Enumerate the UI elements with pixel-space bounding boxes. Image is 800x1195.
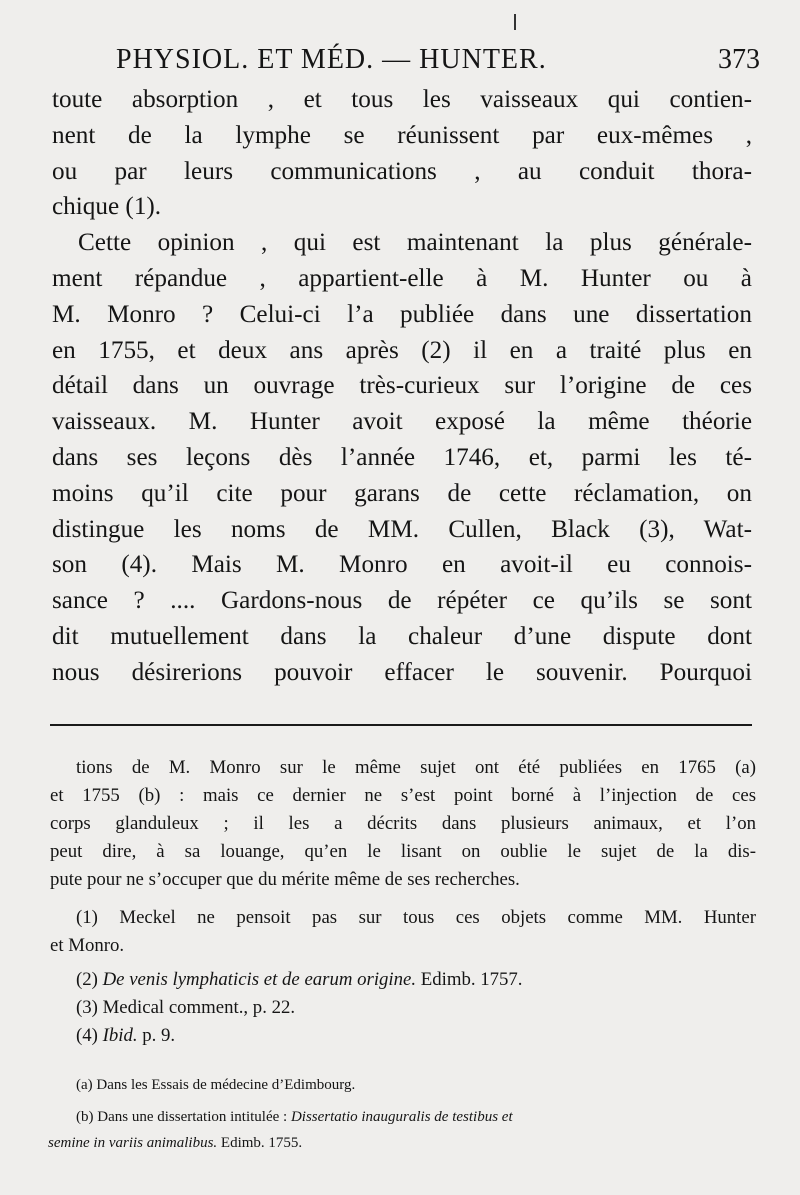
footnote-4-number: (4) — [76, 1025, 103, 1046]
sub-reference-a: (a) Dans les Essais de médecine d’Edimbourg. — [76, 1077, 356, 1093]
footnote-line: et 1755 (b) : mais ce dernier ne s’est point borné à l’injection de ces — [50, 785, 756, 806]
page-number: 373 — [718, 44, 760, 75]
footnote-4-line — [76, 1022, 756, 1050]
body-line: en 1755, et deux ans après (2) il en a traité plus en — [52, 336, 752, 364]
sub-references — [48, 1072, 756, 1156]
body-text — [52, 82, 752, 691]
body-line: sance ? .... Gardons-nous de répéter ce qu’ils se sont — [52, 587, 752, 615]
sub-reference-b-title-cont: semine in variis animalibus. — [48, 1135, 218, 1151]
footnote-continuation — [50, 754, 756, 894]
sub-reference-b-prefix: (b) Dans une dissertation intitulée : — [76, 1109, 291, 1125]
body-line: moins qu’il cite pour garans de cette réclamation, on — [52, 479, 752, 507]
footnote-2-line — [76, 966, 756, 994]
body-line: toute absorption , et tous les vaisseaux qui contien- — [52, 86, 752, 113]
body-line: ou par leurs communications , au conduit thora- — [52, 157, 752, 185]
running-head-title: PHYSIOL. ET MÉD. — HUNTER. — [116, 44, 547, 75]
sub-reference-b-title: Dissertatio inauguralis de testibus et — [290, 1109, 513, 1125]
footnote-1-line: (1) Meckel ne pensoit pas sur tous ces objets comme MM. Hunter — [76, 907, 756, 928]
footnote-3-line: (3) Medical comment., p. 22. — [76, 997, 296, 1018]
body-line: dans ses leçons dès l’année 1746, et, parmi les té- — [52, 443, 752, 471]
footnote-4-ibid: Ibid. — [102, 1025, 138, 1046]
footnote-line: pute pour ne s’occuper que du mérite même de ses recherches. — [50, 869, 520, 890]
sub-reference-b — [76, 1104, 756, 1130]
footnote-2-place: Edimb. 1757. — [416, 969, 523, 990]
body-line: nous désirerions pouvoir effacer le souvenir. Pourquoi — [52, 658, 752, 686]
body-line: ment répandue , appartient-elle à M. Hunter ou à — [52, 264, 752, 292]
body-line: M. Monro ? Celui-ci l’a publiée dans une dissertation — [52, 300, 752, 328]
body-line: chique (1). — [52, 193, 162, 221]
footnote-2-number: (2) — [76, 969, 103, 990]
sub-reference-b-place: Edimb. 1755. — [217, 1135, 303, 1151]
footnotes — [50, 904, 756, 1050]
body-line: dit mutuellement dans la chaleur d’une dispute dont — [52, 622, 752, 650]
running-head — [0, 44, 800, 80]
body-line: nent de la lymphe se réunissent par eux-mêmes , — [52, 121, 752, 149]
footnote-1 — [50, 904, 756, 960]
footnote-line: corps glanduleux ; il les a décrits dans plusieurs animaux, et l’on — [50, 813, 756, 834]
footnote-4 — [76, 1022, 756, 1050]
footnote-line: peut dire, à sa louange, qu’en le lisant on oublie le sujet de la dis- — [50, 841, 756, 862]
body-line-paragraph-start: Cette opinion , qui est maintenant la plus générale- — [78, 229, 752, 257]
ink-speck — [514, 14, 516, 30]
footnote-1-line: et Monro. — [50, 935, 125, 956]
body-line: vaisseaux. M. Hunter avoit exposé la même théorie — [52, 408, 752, 436]
sub-reference-b-line — [48, 1130, 756, 1156]
footnote-2-title: De venis lymphaticis et de earum origine. — [102, 969, 417, 990]
footnote-2 — [76, 966, 756, 994]
body-line: détail dans un ouvrage très-curieux sur l’origine de ces — [52, 372, 752, 400]
body-line: distingue les noms de MM. Cullen, Black (3), Wat- — [52, 515, 752, 543]
footnote-3 — [76, 994, 756, 1022]
footnote-4-page: p. 9. — [137, 1025, 176, 1046]
footnote-rule — [50, 724, 752, 726]
footnote-line: tions de M. Monro sur le même sujet ont été publiées en 1765 (a) — [76, 757, 756, 778]
body-line: son (4). Mais M. Monro en avoit-il eu connois- — [52, 551, 752, 579]
